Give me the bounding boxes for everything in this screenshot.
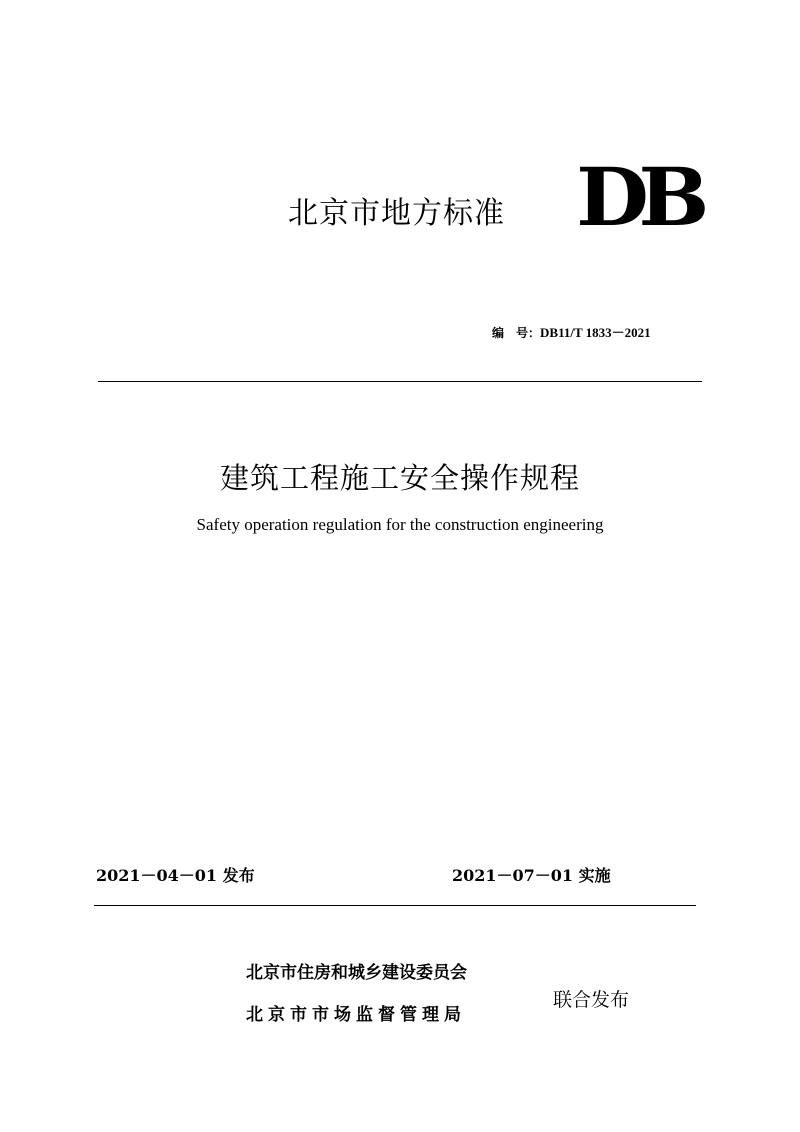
top-divider [98,381,702,382]
document-title-english: Safety operation regulation for the construction engineering [196,515,604,534]
standard-type-title: 北京市地方标准 [288,196,505,231]
document-title-chinese: 建筑工程施工安全操作规程 [219,461,580,495]
standard-code [492,322,651,341]
implementation-date: 2021－07－01 实施 [452,866,611,885]
issue-date: 2021－04－01 发布 [96,866,255,885]
joint-issue-label: 联合发布 [553,989,630,1011]
standard-code-value: DB11/T 1833－2021 [540,325,651,340]
issuer-market-supervision: 北京市市场监督管理局 [246,1005,466,1025]
db-logo-text: DB [575,150,699,244]
standard-code-label: 编 号： [492,326,541,340]
db-logo [575,150,699,244]
issuer-housing-commission: 北京市住房和城乡建设委员会 [246,963,467,983]
bottom-divider [94,905,696,906]
